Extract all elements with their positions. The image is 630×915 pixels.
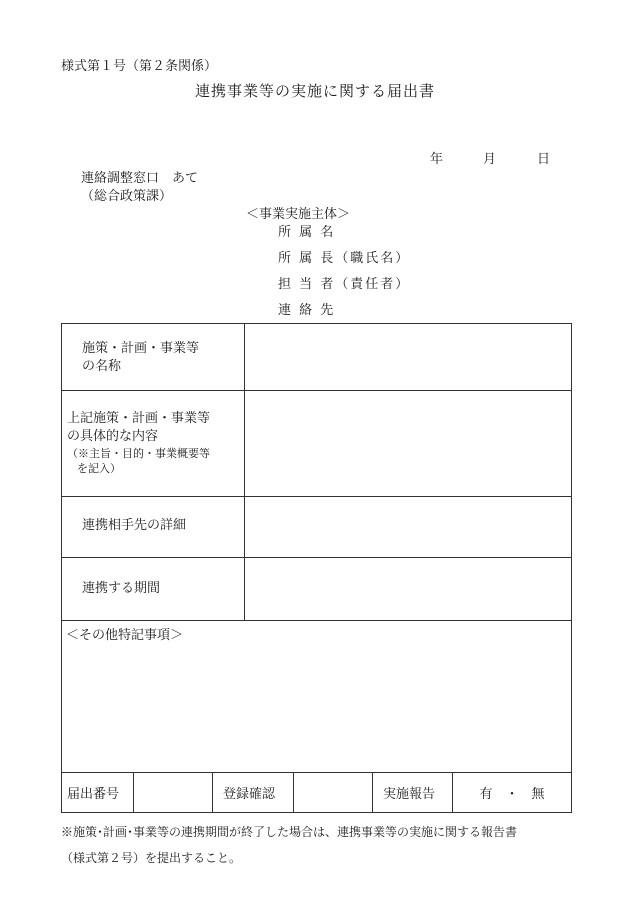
table-row-content	[62, 391, 571, 497]
row-label-name	[62, 324, 245, 390]
bottom-row	[62, 773, 571, 812]
entity-field-person-in-charge: 担 当 者（責任者）	[278, 277, 411, 292]
table-row-period	[62, 558, 571, 621]
date-day-label: 日	[537, 152, 551, 167]
entity-field-contact: 連 絡 先	[278, 303, 336, 318]
row-label-content-note-2: を記入）	[77, 462, 121, 475]
partner-input-cell[interactable]	[245, 497, 571, 557]
entity-field-head: 所 属 長（職氏名）	[278, 251, 411, 266]
name-input-cell[interactable]	[245, 324, 571, 390]
row-label-name-line-1: 施策・計画・事業等	[82, 341, 200, 356]
notification-number-cell[interactable]	[134, 773, 213, 812]
registration-check-cell[interactable]	[294, 773, 373, 812]
notification-number-label: 届出番号	[62, 773, 134, 812]
addressee-line-1: 連絡調整窓口 あて	[81, 171, 199, 186]
period-input-cell[interactable]	[245, 558, 571, 620]
row-label-partner-text: 連携相手先の詳細	[82, 518, 187, 533]
implementation-report-options[interactable]: 有 ・ 無	[479, 787, 545, 802]
date-year-label: 年	[430, 152, 444, 167]
document-title: 連携事業等の実施に関する届出書	[194, 82, 435, 100]
row-label-partner	[62, 497, 245, 557]
footer-note-line-1: ※施策･計画･事業等の連携期間が終了した場合は、連携事業等の実施に関する報告書	[61, 825, 518, 839]
date-month-label: 月	[483, 152, 497, 167]
registration-check-label: 登録確認	[213, 773, 294, 812]
other-notes-label: ＜その他特記事項＞	[66, 628, 184, 643]
implementation-report-label: 実施報告	[373, 773, 453, 812]
entity-field-affiliation: 所 属 名	[278, 225, 336, 240]
form-number: 様式第１号（第２条関係）	[61, 59, 218, 74]
notification-table	[61, 323, 572, 813]
other-notes-area[interactable]	[62, 621, 571, 773]
row-label-period	[62, 558, 245, 620]
row-label-name-line-2: の名称	[82, 359, 122, 374]
table-row-partner	[62, 497, 571, 558]
row-label-content-line-2: の具体的な内容	[67, 429, 159, 444]
row-label-content-line-1: 上記施策・計画・事業等	[67, 411, 211, 426]
row-label-period-text: 連携する期間	[82, 581, 161, 596]
entity-heading: ＜事業実施主体＞	[246, 207, 351, 222]
row-label-content-note-1: （※主旨・目的・事業概要等	[67, 447, 210, 460]
content-input-cell[interactable]	[245, 391, 571, 496]
addressee-line-2: （総合政策課）	[81, 189, 173, 204]
row-label-content	[62, 391, 245, 496]
table-row-name	[62, 324, 571, 391]
footer-note-line-2: （様式第２号）を提出すること。	[61, 851, 242, 865]
